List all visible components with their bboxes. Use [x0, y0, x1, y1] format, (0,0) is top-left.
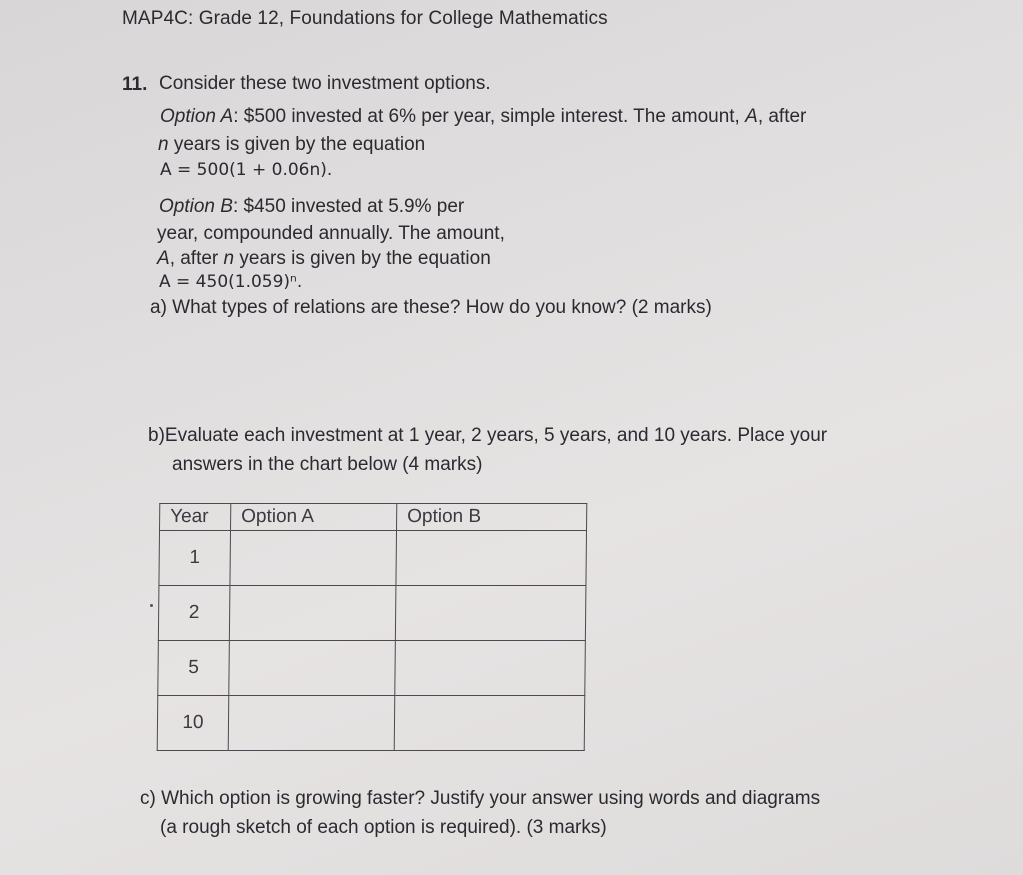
- table-row: [158, 641, 586, 696]
- answer-table: [157, 503, 588, 751]
- option-b-text: : $450 invested at 5.9% per: [232, 196, 465, 217]
- table-cell-option-a[interactable]: [229, 586, 396, 641]
- option-a-text-end: , after: [757, 106, 807, 127]
- table-cell-option-a[interactable]: [229, 641, 396, 696]
- table-row: [157, 696, 585, 751]
- option-b-var-n: n: [223, 248, 235, 269]
- option-a-line-2: [158, 134, 425, 156]
- option-b-line-3: [157, 248, 491, 270]
- option-a-line-1: [160, 106, 806, 128]
- table-cell-option-b[interactable]: [395, 586, 586, 641]
- page-title: MAP4C: Grade 12, Foundations for College Mathematics: [122, 8, 608, 29]
- option-a-label: Option A: [160, 106, 234, 127]
- table-cell-option-b[interactable]: [395, 641, 586, 696]
- table-cell-option-b[interactable]: [394, 696, 585, 751]
- stray-mark: [150, 604, 153, 607]
- option-a-text-2: years is given by the equation: [168, 134, 426, 155]
- part-a-prompt: a) What types of relations are these? How do you know? (2 marks): [150, 297, 712, 318]
- option-b-line-2: year, compounded annually. The amount,: [157, 223, 505, 244]
- option-b-label: Option B: [159, 196, 233, 217]
- table-row: [158, 586, 586, 641]
- table-cell-option-a[interactable]: [230, 531, 397, 586]
- table-cell-year: 2: [158, 586, 230, 641]
- table-header-option-a: Option A: [231, 504, 397, 531]
- part-b-prompt-line-2: answers in the chart below (4 marks): [172, 454, 483, 475]
- table-cell-year: 10: [157, 696, 229, 751]
- table-cell-option-b[interactable]: [396, 531, 587, 586]
- option-b-line-1: [159, 196, 464, 218]
- table-cell-year: 1: [159, 531, 231, 586]
- part-c-prompt-line-1: c) Which option is growing faster? Justify your answer using words and diagrams: [140, 788, 821, 809]
- table-cell-year: 5: [158, 641, 230, 696]
- option-b-text-3: , after: [169, 248, 224, 269]
- option-a-equation: A = 500(1 + 0.06n).: [160, 160, 333, 180]
- table-row: [159, 531, 587, 586]
- question-number: 11.: [122, 74, 148, 95]
- part-b-prompt-line-1: b)Evaluate each investment at 1 year, 2 years, 5 years, and 10 years. Place your: [148, 425, 828, 446]
- option-b-text-3-end: years is given by the equation: [234, 248, 491, 269]
- table-header-year: Year: [160, 504, 231, 531]
- table-header-option-b: Option B: [397, 504, 587, 531]
- option-a-var-a: A: [745, 106, 758, 127]
- option-a-text: : $500 invested at 6% per year, simple interest. The amount,: [233, 106, 746, 127]
- part-c-prompt-line-2: (a rough sketch of each option is required). (3 marks): [160, 817, 607, 838]
- table-cell-option-a[interactable]: [228, 696, 395, 751]
- question-intro: Consider these two investment options.: [159, 73, 491, 94]
- option-a-var-n: n: [158, 134, 169, 155]
- table-header-row: [160, 504, 587, 531]
- option-b-var-a: A: [157, 248, 170, 269]
- option-b-equation: A = 450(1.059)ⁿ.: [159, 272, 303, 292]
